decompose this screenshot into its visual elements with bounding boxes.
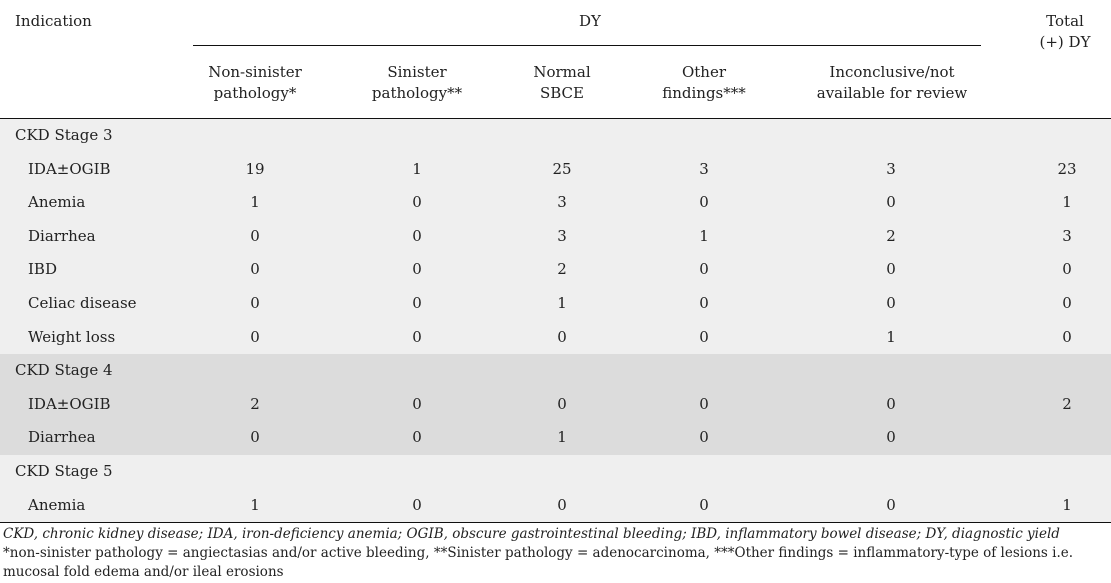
table-row: [0, 253, 1111, 287]
cell-sinister: 0: [412, 394, 422, 413]
cell-other-findings: 0: [699, 193, 709, 212]
cell-inconclusive: 3: [886, 159, 896, 178]
cell-inconclusive: 1: [886, 327, 896, 346]
table-row: [0, 489, 1111, 523]
cell-sinister: 0: [412, 293, 422, 312]
header-col-other-findings: Other findings***: [662, 63, 746, 102]
cell-total: 2: [1062, 394, 1072, 413]
table-footnotes: [0, 522, 1111, 582]
cell-normal-sbce: 0: [557, 495, 567, 514]
cell-other-findings: 0: [699, 327, 709, 346]
cell-total: 0: [1062, 293, 1072, 312]
cell-normal-sbce: 2: [557, 260, 567, 279]
group-ckd-stage-4: [0, 354, 1111, 455]
cell-sinister: 0: [412, 226, 422, 245]
cell-total: 0: [1062, 327, 1072, 346]
row-label: Diarrhea: [28, 226, 96, 245]
cell-other-findings: 3: [699, 159, 709, 178]
cell-non-sinister: 1: [250, 495, 260, 514]
footnote-definitions: *non-sinister pathology = angiectasias and/or active bleeding, **Sinister pathology = adenocarcinoma, ***Other findings = inflammatory-type of lesions i.e. mucosal fold edema and/or ileal erosions: [3, 545, 1074, 581]
stage-label: CKD Stage 3: [15, 126, 113, 144]
row-label: Anemia: [28, 495, 86, 514]
table-row: [0, 388, 1111, 422]
cell-total: 3: [1062, 226, 1072, 245]
stage-label: CKD Stage 5: [15, 461, 113, 480]
row-label: Weight loss: [28, 327, 116, 346]
header-indication: Indication: [15, 12, 92, 30]
cell-total: 1: [1062, 495, 1072, 514]
cell-total: 1: [1062, 193, 1072, 212]
stage-row: [0, 455, 1111, 489]
cell-inconclusive: 0: [886, 260, 896, 279]
cell-sinister: 0: [412, 327, 422, 346]
row-label: IBD: [28, 260, 57, 279]
cell-non-sinister: 0: [250, 428, 260, 447]
cell-non-sinister: 0: [250, 260, 260, 279]
group-ckd-stage-3: [0, 119, 1111, 354]
cell-inconclusive: 0: [886, 293, 896, 312]
row-label: Diarrhea: [28, 428, 96, 447]
group-ckd-stage-5: [0, 455, 1111, 522]
table-row: [0, 186, 1111, 220]
cell-normal-sbce: 3: [557, 226, 567, 245]
cell-normal-sbce: 3: [557, 193, 567, 212]
row-label: IDA±OGIB: [28, 159, 111, 178]
table-row: [0, 153, 1111, 187]
cell-inconclusive: 0: [886, 428, 896, 447]
stage-label: CKD Stage 4: [15, 361, 113, 380]
header-col-non-sinister: Non-sinister pathology*: [208, 63, 302, 102]
cell-non-sinister: 0: [250, 327, 260, 346]
cell-inconclusive: 2: [886, 226, 896, 245]
table-header: [0, 0, 1111, 119]
table-row: [0, 321, 1111, 355]
dy-span-rule: [193, 45, 981, 46]
cell-other-findings: 0: [699, 260, 709, 279]
header-col-sinister: Sinister pathology**: [371, 63, 463, 102]
cell-normal-sbce: 1: [557, 293, 567, 312]
cell-total: [1047, 421, 1087, 455]
footnote-abbreviations: CKD, chronic kidney disease; IDA, iron-deficiency anemia; OGIB, obscure gastrointestinal bleeding; IBD, inflammatory bowel disease; DY, diagnostic yield: [3, 526, 1060, 543]
row-label: Celiac disease: [28, 293, 137, 312]
table-row: [0, 220, 1111, 254]
cell-other-findings: 0: [699, 293, 709, 312]
cell-non-sinister: 0: [250, 226, 260, 245]
cell-inconclusive: 0: [886, 495, 896, 514]
cell-non-sinister: 1: [250, 193, 260, 212]
cell-non-sinister: 19: [245, 159, 265, 178]
cell-total: 0: [1062, 260, 1072, 279]
cell-other-findings: 0: [699, 428, 709, 447]
cell-sinister: 0: [412, 260, 422, 279]
cell-normal-sbce: 0: [557, 394, 567, 413]
table-row: [0, 287, 1111, 321]
cell-normal-sbce: 0: [557, 327, 567, 346]
cell-non-sinister: 0: [250, 293, 260, 312]
header-total: Total (+) DY: [1039, 12, 1091, 51]
stage-row: [0, 354, 1111, 388]
header-col-inconclusive: Inconclusive/not available for review: [816, 63, 968, 102]
cell-sinister: 1: [412, 159, 422, 178]
cell-sinister: 0: [412, 495, 422, 514]
cell-other-findings: 0: [699, 394, 709, 413]
cell-sinister: 0: [412, 428, 422, 447]
cell-other-findings: 0: [699, 495, 709, 514]
cell-inconclusive: 0: [886, 193, 896, 212]
row-label: IDA±OGIB: [28, 394, 111, 413]
cell-normal-sbce: 25: [552, 159, 572, 178]
cell-other-findings: 1: [699, 226, 709, 245]
cell-normal-sbce: 1: [557, 428, 567, 447]
cell-inconclusive: 0: [886, 394, 896, 413]
header-col-normal-sbce: Normal SBCE: [533, 63, 591, 102]
cell-sinister: 0: [412, 193, 422, 212]
table-row: [0, 421, 1111, 455]
stage-row: [0, 119, 1111, 153]
cell-total: 23: [1057, 159, 1077, 178]
cell-non-sinister: 2: [250, 394, 260, 413]
row-label: Anemia: [28, 193, 86, 212]
header-dy: DY: [579, 12, 601, 30]
